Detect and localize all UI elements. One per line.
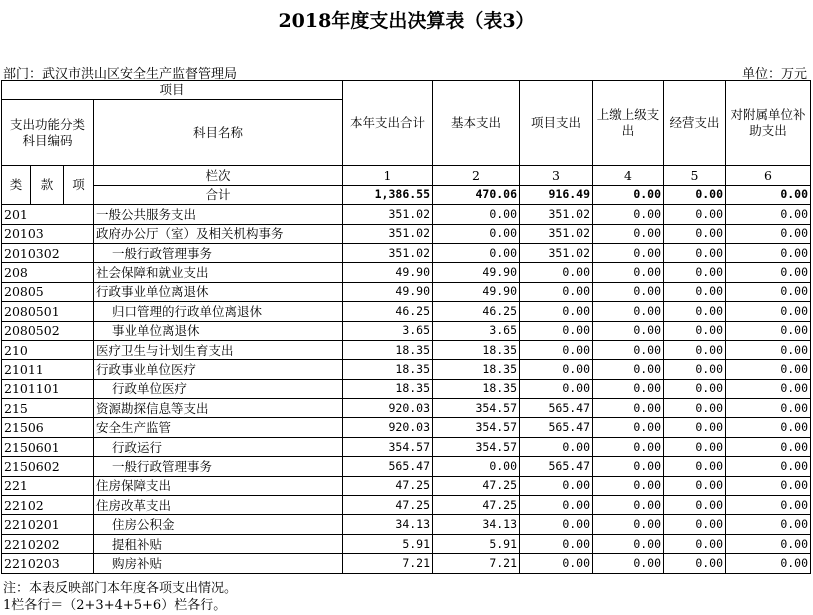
row-value: 5.91 bbox=[433, 534, 520, 553]
row-value: 0.00 bbox=[433, 457, 520, 476]
row-value: 0.00 bbox=[593, 340, 664, 359]
row-value: 0.00 bbox=[520, 554, 593, 573]
row-value: 0.00 bbox=[664, 457, 726, 476]
row-name: 行政单位医疗 bbox=[94, 379, 343, 398]
table-row bbox=[2, 302, 811, 321]
row-value: 354.57 bbox=[433, 418, 520, 437]
row-code: 2150602 bbox=[2, 457, 94, 476]
total-value: 470.06 bbox=[433, 185, 520, 204]
row-value: 0.00 bbox=[520, 302, 593, 321]
row-value: 0.00 bbox=[664, 379, 726, 398]
row-value: 0.00 bbox=[726, 554, 811, 573]
row-value: 47.25 bbox=[433, 476, 520, 495]
row-value: 7.21 bbox=[343, 554, 433, 573]
column-number: 5 bbox=[664, 166, 726, 185]
row-value: 18.35 bbox=[343, 379, 433, 398]
column-number: 2 bbox=[433, 166, 520, 185]
header-project: 项目 bbox=[2, 81, 343, 100]
row-name: 资源勘探信息等支出 bbox=[94, 399, 343, 418]
column-number: 3 bbox=[520, 166, 593, 185]
row-value: 0.00 bbox=[520, 282, 593, 301]
row-name: 行政运行 bbox=[94, 437, 343, 456]
row-value: 565.47 bbox=[520, 457, 593, 476]
row-value: 18.35 bbox=[433, 360, 520, 379]
row-value: 0.00 bbox=[726, 534, 811, 553]
row-code: 2150601 bbox=[2, 437, 94, 456]
row-name: 行政事业单位医疗 bbox=[94, 360, 343, 379]
row-value: 354.57 bbox=[433, 399, 520, 418]
row-value: 0.00 bbox=[593, 554, 664, 573]
row-name: 政府办公厅（室）及相关机构事务 bbox=[94, 224, 343, 243]
row-value: 0.00 bbox=[520, 321, 593, 340]
row-value: 18.35 bbox=[343, 340, 433, 359]
row-value: 47.25 bbox=[343, 476, 433, 495]
row-name: 住房改革支出 bbox=[94, 496, 343, 515]
row-value: 34.13 bbox=[433, 515, 520, 534]
table-row bbox=[2, 379, 811, 398]
row-value: 920.03 bbox=[343, 399, 433, 418]
row-value: 0.00 bbox=[593, 360, 664, 379]
row-value: 18.35 bbox=[433, 379, 520, 398]
table-row bbox=[2, 418, 811, 437]
table-row bbox=[2, 224, 811, 243]
row-value: 0.00 bbox=[520, 263, 593, 282]
column-number: 6 bbox=[726, 166, 811, 185]
row-value: 0.00 bbox=[593, 205, 664, 224]
table-row bbox=[2, 457, 811, 476]
table-row bbox=[2, 243, 811, 262]
row-value: 49.90 bbox=[343, 263, 433, 282]
row-value: 354.57 bbox=[343, 437, 433, 456]
header-func-code: 支出功能分类科目编码 bbox=[2, 100, 94, 166]
row-value: 920.03 bbox=[343, 418, 433, 437]
row-code: 21506 bbox=[2, 418, 94, 437]
row-value: 0.00 bbox=[593, 282, 664, 301]
row-value: 351.02 bbox=[520, 224, 593, 243]
header-operating: 经营支出 bbox=[664, 81, 726, 166]
row-value: 351.02 bbox=[343, 243, 433, 262]
row-name: 事业单位离退休 bbox=[94, 321, 343, 340]
row-value: 0.00 bbox=[433, 224, 520, 243]
unit-label: 单位：万元 bbox=[741, 67, 807, 82]
row-name: 归口管理的行政单位离退休 bbox=[94, 302, 343, 321]
row-value: 0.00 bbox=[433, 205, 520, 224]
row-value: 49.90 bbox=[433, 263, 520, 282]
row-value: 0.00 bbox=[664, 534, 726, 553]
table-row bbox=[2, 340, 811, 359]
row-value: 0.00 bbox=[593, 302, 664, 321]
expenditure-table bbox=[1, 80, 811, 574]
row-value: 0.00 bbox=[726, 340, 811, 359]
row-value: 0.00 bbox=[520, 379, 593, 398]
row-value: 7.21 bbox=[433, 554, 520, 573]
row-value: 0.00 bbox=[593, 263, 664, 282]
note-line: 注：本表反映部门本年度各项支出情况。 bbox=[3, 581, 238, 596]
row-code: 208 bbox=[2, 263, 94, 282]
column-number: 1 bbox=[343, 166, 433, 185]
row-value: 0.00 bbox=[520, 476, 593, 495]
row-value: 0.00 bbox=[726, 399, 811, 418]
row-name: 一般行政管理事务 bbox=[94, 243, 343, 262]
row-value: 0.00 bbox=[664, 282, 726, 301]
table-row bbox=[2, 282, 811, 301]
row-value: 18.35 bbox=[433, 340, 520, 359]
row-value: 0.00 bbox=[664, 515, 726, 534]
header-subsidy: 对附属单位补助支出 bbox=[726, 81, 811, 166]
row-value: 0.00 bbox=[664, 205, 726, 224]
row-value: 0.00 bbox=[593, 476, 664, 495]
row-name: 行政事业单位离退休 bbox=[94, 282, 343, 301]
table-row bbox=[2, 360, 811, 379]
row-value: 3.65 bbox=[433, 321, 520, 340]
total-value: 916.49 bbox=[520, 185, 593, 204]
row-name: 医疗卫生与计划生育支出 bbox=[94, 340, 343, 359]
row-value: 0.00 bbox=[726, 224, 811, 243]
row-value: 46.25 bbox=[343, 302, 433, 321]
table-row bbox=[2, 554, 811, 573]
row-value: 351.02 bbox=[343, 205, 433, 224]
table-row bbox=[2, 263, 811, 282]
row-name: 住房公积金 bbox=[94, 515, 343, 534]
row-value: 354.57 bbox=[433, 437, 520, 456]
table-row bbox=[2, 515, 811, 534]
row-value: 0.00 bbox=[593, 418, 664, 437]
row-value: 3.65 bbox=[343, 321, 433, 340]
total-label: 合计 bbox=[94, 185, 343, 204]
row-value: 0.00 bbox=[433, 243, 520, 262]
header-project-expense: 项目支出 bbox=[520, 81, 593, 166]
row-value: 0.00 bbox=[726, 282, 811, 301]
row-value: 0.00 bbox=[726, 302, 811, 321]
header-lei: 类 bbox=[2, 166, 31, 205]
row-value: 0.00 bbox=[664, 243, 726, 262]
header-xiang: 项 bbox=[64, 166, 94, 205]
row-value: 0.00 bbox=[664, 360, 726, 379]
row-value: 0.00 bbox=[593, 243, 664, 262]
row-value: 565.47 bbox=[520, 418, 593, 437]
row-value: 351.02 bbox=[343, 224, 433, 243]
row-code: 2080501 bbox=[2, 302, 94, 321]
row-code: 2101101 bbox=[2, 379, 94, 398]
row-value: 0.00 bbox=[664, 496, 726, 515]
row-code: 2210201 bbox=[2, 515, 94, 534]
row-value: 0.00 bbox=[726, 321, 811, 340]
row-name: 提租补贴 bbox=[94, 534, 343, 553]
row-value: 0.00 bbox=[664, 399, 726, 418]
row-value: 0.00 bbox=[520, 360, 593, 379]
row-code: 221 bbox=[2, 476, 94, 495]
row-value: 0.00 bbox=[520, 534, 593, 553]
table-row bbox=[2, 496, 811, 515]
row-value: 0.00 bbox=[593, 515, 664, 534]
row-value: 47.25 bbox=[343, 496, 433, 515]
row-value: 0.00 bbox=[726, 379, 811, 398]
header-total: 本年支出合计 bbox=[343, 81, 433, 166]
row-name: 一般公共服务支出 bbox=[94, 205, 343, 224]
header-column-label: 栏次 bbox=[94, 166, 343, 185]
row-code: 215 bbox=[2, 399, 94, 418]
column-number: 4 bbox=[593, 166, 664, 185]
row-value: 0.00 bbox=[726, 457, 811, 476]
table-row bbox=[2, 437, 811, 456]
row-value: 0.00 bbox=[664, 263, 726, 282]
row-value: 0.00 bbox=[664, 437, 726, 456]
total-value: 0.00 bbox=[726, 185, 811, 204]
row-value: 0.00 bbox=[726, 496, 811, 515]
total-value: 0.00 bbox=[664, 185, 726, 204]
row-value: 49.90 bbox=[343, 282, 433, 301]
table-row bbox=[2, 534, 811, 553]
row-value: 0.00 bbox=[593, 379, 664, 398]
row-value: 0.00 bbox=[664, 302, 726, 321]
row-code: 210 bbox=[2, 340, 94, 359]
row-code: 20805 bbox=[2, 282, 94, 301]
row-code: 2210202 bbox=[2, 534, 94, 553]
row-value: 0.00 bbox=[726, 515, 811, 534]
row-value: 0.00 bbox=[520, 437, 593, 456]
row-value: 5.91 bbox=[343, 534, 433, 553]
table-row bbox=[2, 476, 811, 495]
row-value: 565.47 bbox=[343, 457, 433, 476]
row-name: 住房保障支出 bbox=[94, 476, 343, 495]
header-basic: 基本支出 bbox=[433, 81, 520, 166]
row-name: 购房补贴 bbox=[94, 554, 343, 573]
row-code: 2010302 bbox=[2, 243, 94, 262]
row-name: 一般行政管理事务 bbox=[94, 457, 343, 476]
page-title: 2018年度支出决算表（表3） bbox=[278, 10, 535, 32]
row-value: 0.00 bbox=[726, 437, 811, 456]
note-line: 1栏各行＝（2+3+4+5+6）栏各行。 bbox=[3, 598, 227, 613]
row-value: 0.00 bbox=[726, 205, 811, 224]
row-value: 0.00 bbox=[664, 476, 726, 495]
row-code: 201 bbox=[2, 205, 94, 224]
row-value: 0.00 bbox=[726, 263, 811, 282]
row-value: 0.00 bbox=[520, 515, 593, 534]
row-value: 0.00 bbox=[593, 437, 664, 456]
row-value: 0.00 bbox=[593, 399, 664, 418]
row-value: 0.00 bbox=[726, 476, 811, 495]
row-value: 0.00 bbox=[726, 243, 811, 262]
row-value: 0.00 bbox=[664, 224, 726, 243]
table-row bbox=[2, 205, 811, 224]
row-code: 2080502 bbox=[2, 321, 94, 340]
total-value: 0.00 bbox=[593, 185, 664, 204]
row-value: 0.00 bbox=[520, 496, 593, 515]
row-name: 安全生产监管 bbox=[94, 418, 343, 437]
header-subject-name: 科目名称 bbox=[94, 100, 343, 166]
row-value: 0.00 bbox=[726, 418, 811, 437]
row-value: 565.47 bbox=[520, 399, 593, 418]
row-code: 20103 bbox=[2, 224, 94, 243]
row-value: 18.35 bbox=[343, 360, 433, 379]
row-value: 0.00 bbox=[593, 457, 664, 476]
row-value: 34.13 bbox=[343, 515, 433, 534]
department-label: 部门：武汉市洪山区安全生产监督管理局 bbox=[3, 67, 238, 82]
row-value: 0.00 bbox=[593, 496, 664, 515]
row-value: 0.00 bbox=[520, 340, 593, 359]
row-value: 0.00 bbox=[593, 534, 664, 553]
table-row bbox=[2, 399, 811, 418]
row-value: 351.02 bbox=[520, 205, 593, 224]
row-value: 49.90 bbox=[433, 282, 520, 301]
notes bbox=[3, 580, 237, 614]
row-value: 0.00 bbox=[726, 360, 811, 379]
total-value: 1,386.55 bbox=[343, 185, 433, 204]
header-upper: 上缴上级支出 bbox=[593, 81, 664, 166]
row-code: 21011 bbox=[2, 360, 94, 379]
row-value: 0.00 bbox=[664, 321, 726, 340]
row-name: 社会保障和就业支出 bbox=[94, 263, 343, 282]
row-value: 351.02 bbox=[520, 243, 593, 262]
row-value: 46.25 bbox=[433, 302, 520, 321]
row-value: 0.00 bbox=[664, 340, 726, 359]
table-row bbox=[2, 321, 811, 340]
row-value: 0.00 bbox=[593, 224, 664, 243]
header-kuan: 款 bbox=[31, 166, 64, 205]
row-code: 2210203 bbox=[2, 554, 94, 573]
row-value: 47.25 bbox=[433, 496, 520, 515]
row-value: 0.00 bbox=[664, 418, 726, 437]
row-code: 22102 bbox=[2, 496, 94, 515]
row-value: 0.00 bbox=[664, 554, 726, 573]
row-value: 0.00 bbox=[593, 321, 664, 340]
